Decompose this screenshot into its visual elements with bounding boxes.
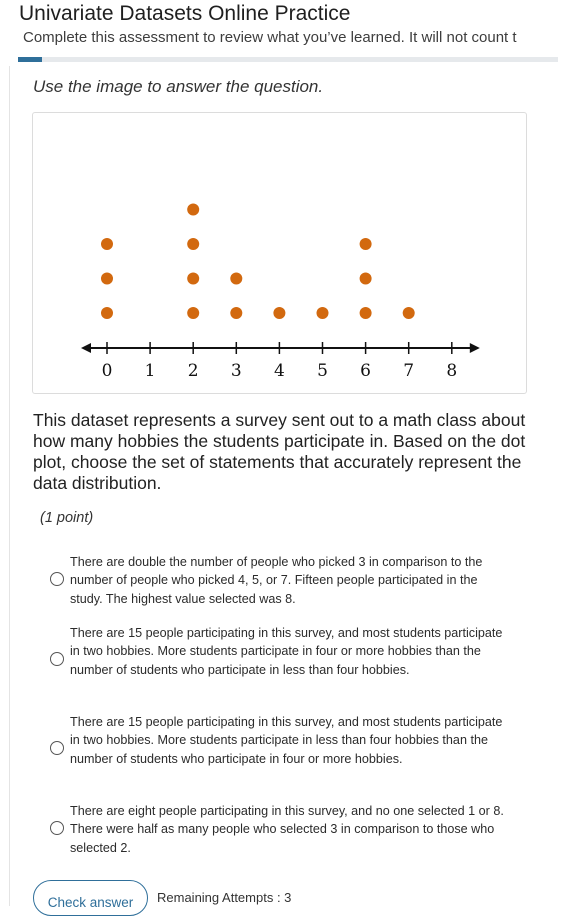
axis-arrow-left	[81, 343, 91, 353]
data-dot	[360, 238, 372, 250]
tick-label: 7	[403, 361, 415, 381]
data-dot	[187, 273, 199, 285]
radio-button[interactable]	[50, 572, 64, 586]
remaining-attempts: Remaining Attempts : 3	[157, 890, 292, 905]
page-subtitle: Complete this assessment to review what you’ve learned. It will not count t	[23, 29, 517, 46]
answer-option-text: There are 15 people participating in this survey, and most students participate in two hobbies. More students participate in less than four hobbies than the number of students who participate in four or more hobbies.	[70, 715, 503, 766]
data-dot	[101, 238, 113, 250]
tick-label: 3	[230, 361, 242, 381]
data-dot	[403, 307, 415, 319]
radio-button[interactable]	[50, 821, 64, 835]
progress-bar	[18, 57, 558, 62]
radio-button[interactable]	[50, 741, 64, 755]
tick-label: 1	[144, 361, 156, 381]
data-dot	[230, 273, 242, 285]
data-dot	[187, 238, 199, 250]
tick-label: 6	[360, 361, 372, 381]
data-dot	[187, 204, 199, 216]
progress-fill	[18, 57, 42, 62]
data-dot	[101, 307, 113, 319]
content-divider	[9, 66, 10, 906]
tick-label: 2	[187, 361, 199, 381]
tick-label: 0	[101, 361, 113, 381]
radio-button[interactable]	[50, 652, 64, 666]
data-dot	[360, 273, 372, 285]
data-dot	[273, 307, 285, 319]
points-label: (1 point)	[40, 510, 94, 526]
question-instruction: Use the image to answer the question.	[33, 77, 324, 96]
answer-option-text: There are double the number of people who picked 3 in comparison to the number of people who picked 4, 5, or 7. Fifteen people participated in the study. The highest value selected was 8.	[70, 555, 483, 606]
data-dot	[230, 307, 242, 319]
dot-plot-figure	[32, 112, 527, 394]
question-prompt: This dataset represents a survey sent out to a math class about how many hobbies the students participate in. Based on the dot plot, choose the set of statements that accurately represent the data distribution.	[33, 410, 526, 493]
page-title: Univariate Datasets Online Practice	[19, 2, 351, 25]
data-dot	[101, 273, 113, 285]
answer-option-text: There are eight people participating in this survey, and no one selected 1 or 8. There were half as many people who selected 3 in comparison to those who selected 2.	[70, 804, 504, 855]
tick-label: 4	[273, 361, 285, 381]
data-dot	[317, 307, 329, 319]
tick-label: 8	[446, 361, 458, 381]
check-answer-button[interactable]: Check answer	[33, 880, 148, 916]
tick-label: 5	[317, 361, 328, 381]
axis-arrow-right	[470, 343, 480, 353]
data-dot	[187, 307, 199, 319]
data-dot	[360, 307, 372, 319]
answer-option-text: There are 15 people participating in this survey, and most students participate in two hobbies. More students participate in four or more hobbies than the number of students who participate in less than four hobbies.	[70, 626, 503, 677]
dot-plot	[33, 113, 528, 395]
